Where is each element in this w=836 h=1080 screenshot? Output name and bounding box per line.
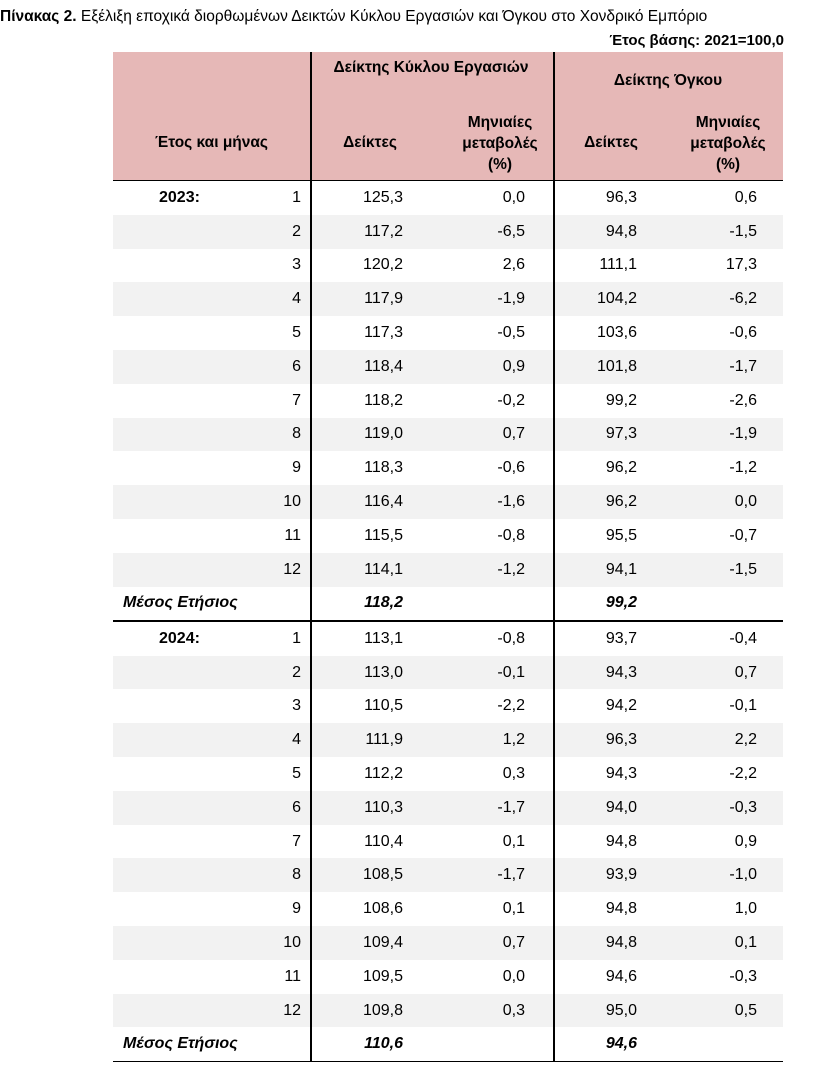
volume-change-cell: 17,3 [725,256,757,274]
table-row [113,791,783,825]
table-number: Πίνακας 2. [0,8,77,25]
volume-group-header: Δείκτης Όγκου [613,72,723,89]
data-table [113,52,783,1062]
volume-change-cell: -1,9 [729,425,757,443]
month-cell: 12 [283,560,301,578]
volume-index-cell: 97,3 [605,425,637,443]
table-row [113,350,783,384]
month-cell: 1 [292,629,301,647]
turnover-change-cell: 0,1 [502,832,525,850]
volume-change-cell: 2,2 [734,731,757,749]
table-row [113,384,783,418]
volume-index-cell: 99,2 [605,391,637,409]
turnover-index-cell: 109,5 [362,967,403,985]
turnover-change-cell: -0,6 [497,459,525,477]
turnover-change-cell: -0,8 [497,629,525,647]
table-body [113,181,783,1062]
header-divider-period [310,52,312,180]
volume-change-cell: 0,1 [734,933,757,951]
month-cell: 10 [283,493,301,511]
turnover-change-cell: -1,7 [497,798,525,816]
volume-index-cell: 94,8 [605,222,637,240]
volume-index-cell: 94,1 [605,560,637,578]
month-cell: 10 [283,933,301,951]
year-label: 2023: [159,188,200,206]
turnover-change-cell: 0,1 [502,900,525,918]
table-row [113,825,783,859]
turnover-index-cell: 117,3 [364,324,403,342]
table-row [113,553,783,587]
volume-index-cell: 103,6 [596,324,637,342]
month-cell: 4 [292,731,301,749]
turnover-change-cell: 1,2 [502,731,525,749]
table-row [113,960,783,994]
volume-index-cell: 94,2 [605,697,637,715]
table-row [113,757,783,791]
month-cell: 2 [292,222,301,240]
turnover-index-cell: 119,0 [364,425,403,443]
year-label: 2024: [159,629,200,647]
table-row [113,282,783,316]
table-row [113,892,783,926]
turnover-average-cell: 110,6 [364,1035,403,1053]
month-cell: 9 [292,459,301,477]
volume-index-cell: 94,8 [605,832,637,850]
volume-change-cell: -6,2 [729,290,757,308]
volume-change-cell: 0,7 [734,663,757,681]
table-row [113,249,783,283]
turnover-index-cell: 111,9 [365,731,403,749]
turnover-index-cell: 118,2 [364,391,403,409]
table-row [113,418,783,452]
turnover-change-cell: -1,2 [497,560,525,578]
volume-change-cell: -2,2 [729,764,757,782]
month-cell: 8 [292,425,301,443]
turnover-change-cell: -0,5 [497,324,525,342]
turnover-change-cell: -0,2 [497,391,525,409]
volume-index-cell: 104,2 [596,290,637,308]
table-title [0,7,836,27]
volume-change-cell: 0,0 [734,493,757,511]
volume-average-cell: 94,6 [605,1035,637,1053]
turnover-index-cell: 125,3 [362,188,403,206]
turnover-index-cell: 113,1 [364,629,403,647]
volume-index-cell: 94,6 [605,967,637,985]
table-row [113,858,783,892]
turnover-change-cell: -6,5 [497,222,525,240]
turnover-index-cell: 112,2 [364,764,403,782]
turnover-index-cell: 118,4 [364,357,403,375]
table-caption: Εξέλιξη εποχικά διορθωμένων Δεικτών Κύκλου Εργασιών και Όγκου στο Χονδρικό Εμπόριο [76,8,708,25]
month-cell: 8 [292,866,301,884]
annual-average-label: Μέσος Ετήσιος [123,594,238,612]
volume-index-cell: 94,8 [605,933,637,951]
volume-change-cell: -1,7 [729,357,757,375]
volume-average-cell: 99,2 [605,594,637,612]
volume-change-cell: -2,6 [729,391,757,409]
volume-change-cell: -0,3 [729,798,757,816]
period-header: Έτος και μήνας [155,134,268,151]
table-row [113,994,783,1028]
table-row [113,689,783,723]
volume-change-cell: 1,0 [734,900,757,918]
month-cell: 5 [292,764,301,782]
volume-index-cell: 101,8 [596,357,637,375]
volume-change-header: Μηνιαίες μεταβολές (%) [690,114,766,173]
month-cell: 3 [292,256,301,274]
turnover-change-cell: -1,9 [497,290,525,308]
turnover-index-cell: 109,4 [362,933,403,951]
table-header [113,52,783,181]
turnover-index-cell: 116,4 [364,493,403,511]
turnover-change-cell: -0,8 [497,526,525,544]
annual-average-row [113,587,783,621]
month-cell: 12 [283,1001,301,1019]
volume-index-cell: 96,3 [605,731,637,749]
volume-change-cell: -0,7 [729,526,757,544]
month-cell: 4 [292,290,301,308]
volume-index-cell: 95,5 [605,526,637,544]
table-row [113,181,783,215]
turnover-index-cell: 117,9 [364,290,403,308]
volume-change-cell: 0,9 [734,832,757,850]
volume-change-cell: -0,4 [729,629,757,647]
month-cell: 11 [284,526,301,544]
volume-change-cell: -1,5 [729,560,757,578]
volume-change-cell: -0,1 [729,697,757,715]
turnover-index-cell: 115,5 [364,526,403,544]
turnover-change-cell: 0,3 [502,1001,525,1019]
volume-index-cell: 93,7 [605,629,637,647]
annual-average-row [113,1027,783,1061]
table-row [113,723,783,757]
turnover-index-cell: 120,2 [362,256,403,274]
table-row [113,485,783,519]
month-cell: 1 [292,188,301,206]
volume-index-cell: 94,3 [605,764,637,782]
table-row [113,451,783,485]
volume-change-cell: -0,3 [729,967,757,985]
table-row [113,519,783,553]
volume-index-cell: 94,0 [605,798,637,816]
month-cell: 6 [292,357,301,375]
table-row [113,656,783,690]
base-year-note: Έτος βάσης: 2021=100,0 [609,32,784,49]
section-divider [113,1061,783,1062]
turnover-change-header: Μηνιαίες μεταβολές (%) [462,114,538,173]
volume-index-cell: 95,0 [605,1001,637,1019]
turnover-change-cell: -2,2 [497,697,525,715]
turnover-change-cell: 0,9 [502,357,525,375]
turnover-change-cell: -0,1 [497,663,525,681]
month-cell: 9 [292,900,301,918]
turnover-group-header: Δείκτης Κύκλου Εργασιών [333,59,529,76]
turnover-change-cell: -1,6 [497,493,525,511]
volume-index-cell: 96,2 [605,493,637,511]
turnover-change-cell: 0,0 [502,967,525,985]
volume-index-cell: 96,2 [605,459,637,477]
month-cell: 5 [292,324,301,342]
turnover-change-cell: -1,7 [497,866,525,884]
header-divider-groups [553,52,555,180]
turnover-index-cell: 110,4 [364,832,403,850]
volume-change-cell: 0,6 [734,188,757,206]
month-cell: 3 [292,697,301,715]
month-cell: 7 [292,391,301,409]
volume-index-cell: 111,1 [599,256,637,274]
column-divider [553,181,555,1062]
table-row [113,316,783,350]
month-cell: 6 [292,798,301,816]
volume-index-header: Δείκτες [584,134,638,151]
turnover-average-cell: 118,2 [364,594,403,612]
turnover-change-cell: 0,3 [502,764,525,782]
turnover-index-cell: 109,8 [362,1001,403,1019]
turnover-change-cell: 0,7 [502,933,525,951]
annual-average-label: Μέσος Ετήσιος [123,1035,238,1053]
table-row [113,215,783,249]
turnover-change-cell: 0,0 [502,188,525,206]
volume-change-cell: -1,5 [729,222,757,240]
turnover-index-cell: 110,5 [364,697,403,715]
volume-change-cell: 0,5 [734,1001,757,1019]
turnover-index-cell: 113,0 [364,663,403,681]
volume-change-cell: -1,2 [729,459,757,477]
table-row [113,622,783,656]
volume-index-cell: 96,3 [605,188,637,206]
turnover-index-cell: 114,1 [364,560,403,578]
turnover-index-cell: 108,5 [362,866,403,884]
turnover-index-cell: 110,3 [364,798,403,816]
table-row [113,926,783,960]
turnover-index-cell: 108,6 [362,900,403,918]
volume-index-cell: 94,3 [605,663,637,681]
month-cell: 2 [292,663,301,681]
column-divider [310,181,312,1062]
volume-index-cell: 93,9 [605,866,637,884]
turnover-change-cell: 0,7 [502,425,525,443]
volume-change-cell: -1,0 [729,866,757,884]
month-cell: 7 [292,832,301,850]
turnover-index-header: Δείκτες [343,134,397,151]
month-cell: 11 [284,967,301,985]
volume-index-cell: 94,8 [605,900,637,918]
turnover-index-cell: 117,2 [364,222,403,240]
turnover-change-cell: 2,6 [502,256,525,274]
volume-change-cell: -0,6 [729,324,757,342]
turnover-index-cell: 118,3 [364,459,403,477]
